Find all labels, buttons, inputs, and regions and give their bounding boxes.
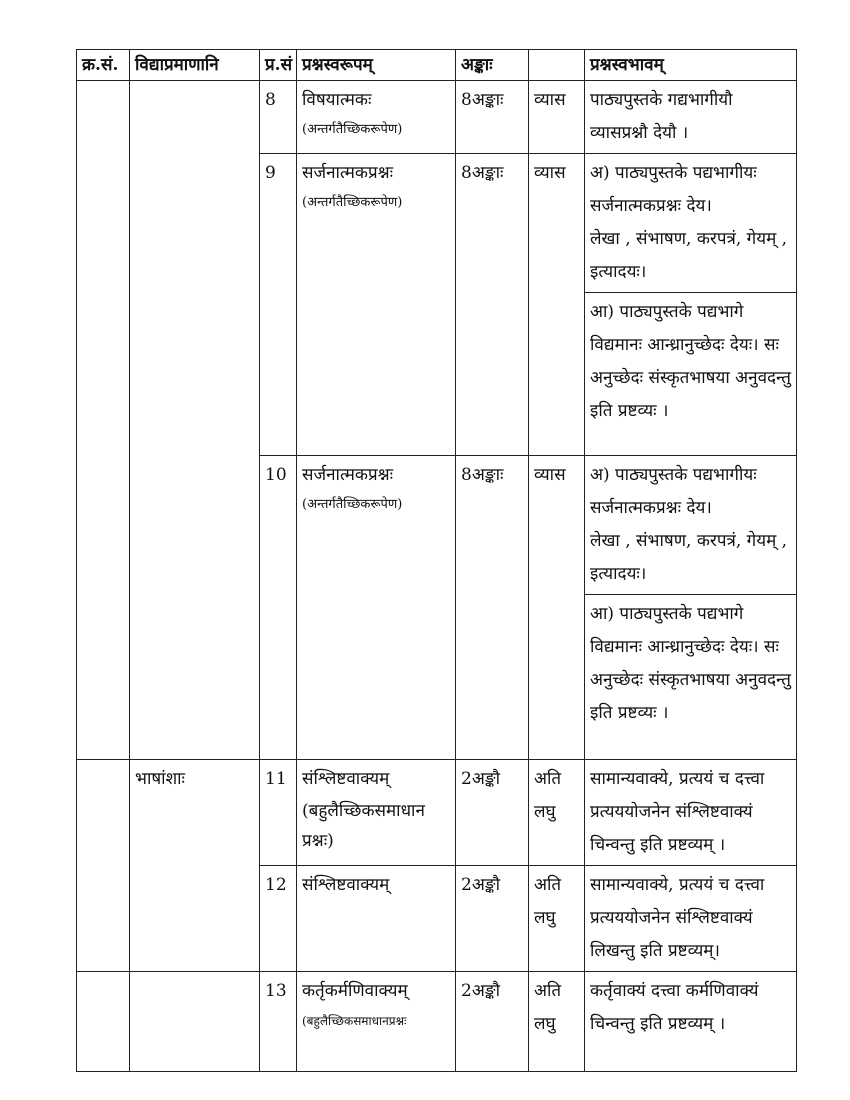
serial-cell	[77, 972, 130, 1072]
marks: 8अङ्काः	[456, 456, 529, 760]
marks: 8अङ्काः	[456, 154, 529, 456]
question-form-subtitle: (अन्तर्गतैच्छिकरूपेण)	[302, 122, 403, 137]
section-cell	[130, 972, 260, 1072]
question-nature: आ) पाठ्यपुस्तके पद्यभागे विद्यमानः आन्ध्रानुच्छेदः देयः। सः अनुच्छेदः संस्कृतभाषया अनुवदन्तु इति प्रष्टव्यः ।	[585, 595, 797, 760]
section-cell: भाषांशाः	[130, 760, 260, 972]
table-row	[77, 760, 797, 866]
question-number: 12	[260, 866, 297, 972]
question-number: 8	[260, 81, 297, 154]
header-question-form: प्रश्नस्वरूपम्	[297, 50, 456, 81]
question-nature: आ) पाठ्यपुस्तके पद्यभागे विद्यमानः आन्ध्रानुच्छेदः देयः। सः अनुच्छेदः संस्कृतभाषया अनुवदन्तु इति प्रष्टव्यः ।	[585, 293, 797, 456]
question-form	[297, 760, 456, 866]
marks: 8अङ्काः	[456, 81, 529, 154]
question-nature	[585, 154, 797, 293]
nature-part-a-list: लेखा , संभाषण, करपत्रं, गेयम् , इत्यादयः।	[590, 531, 788, 584]
table-header-row	[77, 50, 797, 81]
question-type: व्यास	[529, 456, 585, 760]
nature-part-a: अ) पाठ्यपुस्तके पद्यभागीयः सर्जनात्मकप्रश्नः देय।	[590, 465, 757, 518]
question-type: व्यास	[529, 81, 585, 154]
question-pattern-table	[76, 49, 797, 1072]
question-form-title: सर्जनात्मकप्रश्नः	[302, 465, 394, 485]
question-number: 10	[260, 456, 297, 760]
question-form-title: सर्जनात्मकप्रश्नः	[302, 163, 394, 183]
question-nature	[585, 456, 797, 595]
question-nature: सामान्यवाक्ये, प्रत्ययं च दत्त्वा प्रत्यययोजनेन संश्लिष्टवाक्यं लिखन्तु इति प्रष्टव्यम्।	[585, 866, 797, 972]
question-form-subtitle: (अन्तर्गतैच्छिकरूपेण)	[302, 195, 403, 210]
question-form-title: कर्तृकर्मणिवाक्यम्	[302, 981, 408, 1001]
question-form	[297, 154, 456, 456]
question-form-title: संश्लिष्टवाक्यम्	[302, 769, 390, 789]
question-nature: पाठ्यपुस्तके गद्यभागीयौ व्यासप्रश्नौ देयौ ।	[585, 81, 797, 154]
question-form-subtitle: (बहुलैच्छिकसमाधान प्रश्नः)	[302, 801, 425, 851]
question-type: अति लघु	[529, 866, 585, 972]
question-type: अति लघु	[529, 972, 585, 1072]
question-type: व्यास	[529, 154, 585, 456]
question-number: 11	[260, 760, 297, 866]
header-section: विद्याप्रमाणानि	[130, 50, 260, 81]
table-row	[77, 972, 797, 1072]
header-type	[529, 50, 585, 81]
nature-part-a-list: लेखा , संभाषण, करपत्रं, गेयम् , इत्यादयः।	[590, 229, 788, 282]
question-form-subtitle: (अन्तर्गतैच्छिकरूपेण)	[302, 497, 403, 512]
marks: 2अङ्कौ	[456, 866, 529, 972]
question-nature: सामान्यवाक्ये, प्रत्ययं च दत्त्वा प्रत्यययोजनेन संश्लिष्टवाक्यं चिन्वन्तु इति प्रष्टव्यम् ।	[585, 760, 797, 866]
table-row	[77, 81, 797, 154]
question-form	[297, 456, 456, 760]
marks: 2अङ्कौ	[456, 972, 529, 1072]
question-form: संश्लिष्टवाक्यम्	[297, 866, 456, 972]
nature-part-a: अ) पाठ्यपुस्तके पद्यभागीयः सर्जनात्मकप्रश्नः देय।	[590, 163, 757, 216]
question-form	[297, 972, 456, 1072]
section-cell	[130, 81, 260, 760]
header-question-number: प्र.सं	[260, 50, 297, 81]
question-nature: कर्तृवाक्यं दत्त्वा कर्मणिवाक्यं चिन्वन्तु इति प्रष्टव्यम् ।	[585, 972, 797, 1072]
question-type: अति लघु	[529, 760, 585, 866]
serial-cell	[77, 81, 130, 760]
question-form	[297, 81, 456, 154]
serial-cell	[77, 760, 130, 972]
header-serial: क्र.सं.	[77, 50, 130, 81]
question-form-title: विषयात्मकः	[302, 90, 372, 110]
question-number: 13	[260, 972, 297, 1072]
marks: 2अङ्कौ	[456, 760, 529, 866]
header-marks: अङ्काः	[456, 50, 529, 81]
question-form-subtitle: (बहुलैच्छिकसमाधानप्रश्नः	[302, 1014, 407, 1028]
header-question-nature: प्रश्नस्वभावम्	[585, 50, 797, 81]
question-number: 9	[260, 154, 297, 456]
